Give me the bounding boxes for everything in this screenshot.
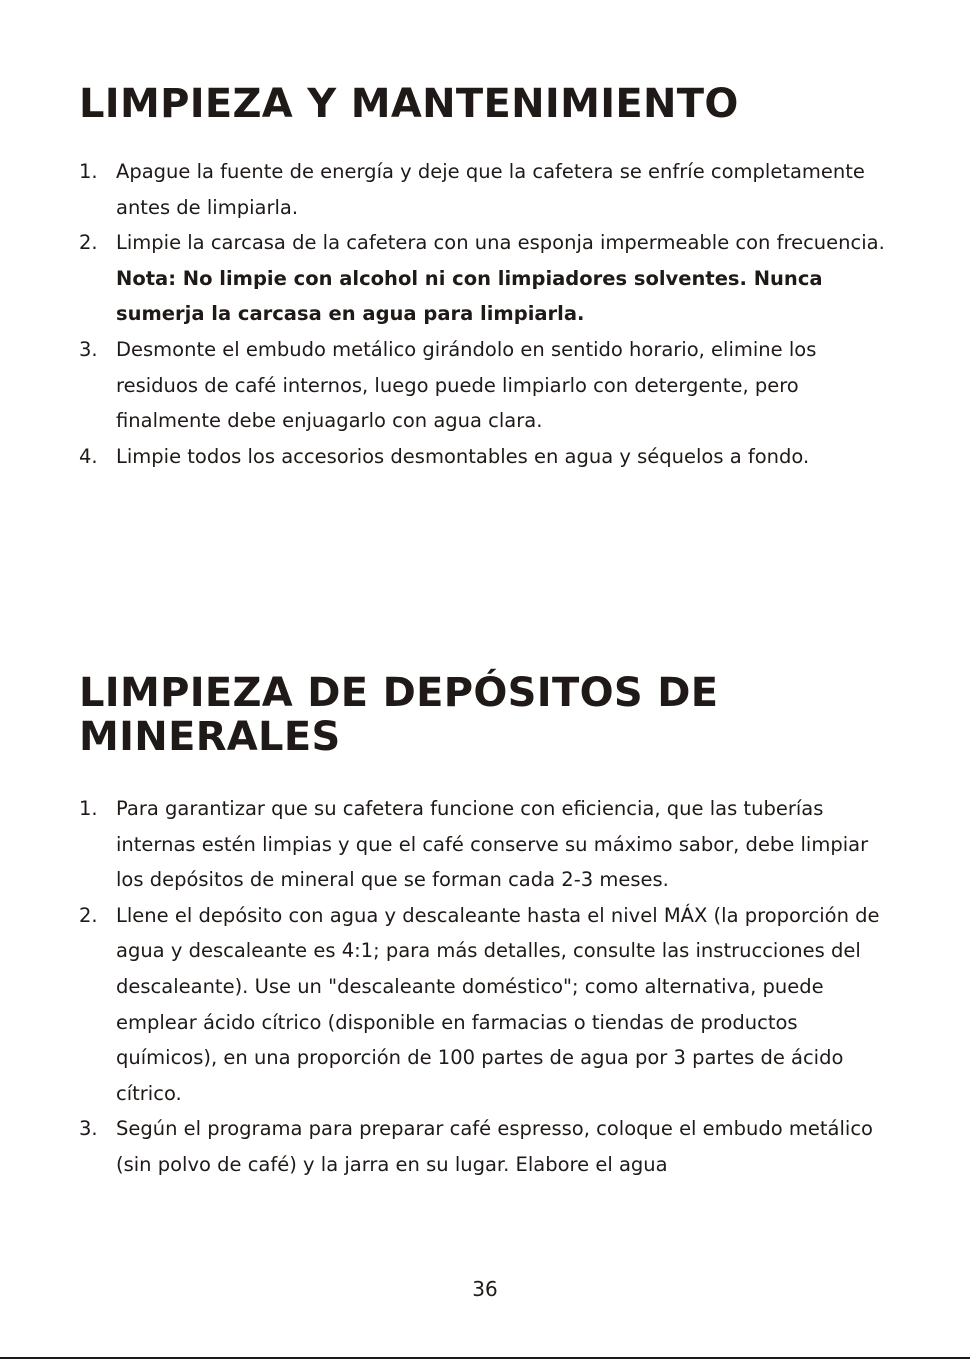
list-item: [79, 898, 899, 1112]
list-item: [79, 439, 899, 475]
page-number: 36: [472, 1277, 498, 1301]
step-number: 2.: [79, 231, 98, 255]
step-number: 4.: [79, 444, 98, 468]
bottom-divider: [0, 1357, 970, 1359]
warning-note: Nota: No limpie con alcohol ni con limpiadores solventes. Nunca sumerja la carcasa en agua para limpiarla.: [116, 266, 823, 326]
step-number: 2.: [79, 903, 98, 927]
step-text: Desmonte el embudo metálico girándolo en sentido horario, elimine los residuos de café internos, luego puede limpiarlo con detergente, pero finalmente debe enjuagarlo con agua clara.: [116, 337, 817, 433]
list-item: [79, 225, 899, 332]
list-item: [79, 332, 899, 439]
step-number: 1.: [79, 797, 98, 820]
descaling-steps-list: [79, 791, 899, 1183]
section-title-mineral-deposits: LIMPIEZA DE DEPÓSITOS DE MINERALES: [79, 670, 719, 760]
step-text: Según el programa para preparar café espresso, coloque el embudo metálico (sin polvo de café) y la jarra en su lugar. Elabore el agua: [116, 1117, 873, 1176]
step-text: Para garantizar que su cafetera funcione con eficiencia, que las tuberías internas estén limpias y que el café conserve su máximo sabor, debe limpiar los depósitos de mineral que se forman cada 2-3 meses.: [116, 797, 869, 892]
step-number: 3.: [79, 1117, 98, 1141]
list-item: [79, 1111, 899, 1182]
step-number: 3.: [79, 337, 98, 361]
section-title-cleaning-maintenance: LIMPIEZA Y MANTENIMIENTO: [79, 81, 739, 127]
cleaning-steps-list: [79, 154, 899, 474]
list-item: [79, 791, 899, 898]
step-text: Limpie la carcasa de la cafetera con una esponja impermeable con frecuencia.: [116, 231, 885, 255]
step-number: 1.: [79, 160, 98, 183]
step-text: Llene el depósito con agua y descaleante hasta el nivel MÁX (la proporción de agua y descaleante es 4:1; para más detalles, consulte las instrucciones del descaleante). Use un "descaleante doméstico"; como alternativa, puede emplear ácido cítrico (disponible en farmacias o tiendas de productos químicos), en una proporción de 100 partes de agua por 3 partes de ácido cítrico.: [116, 903, 880, 1105]
step-text: Apague la fuente de energía y deje que la cafetera se enfríe completamente antes de limpiarla.: [116, 160, 865, 219]
list-item: [79, 154, 899, 225]
step-text: Limpie todos los accesorios desmontables en agua y séquelos a fondo.: [116, 444, 810, 468]
